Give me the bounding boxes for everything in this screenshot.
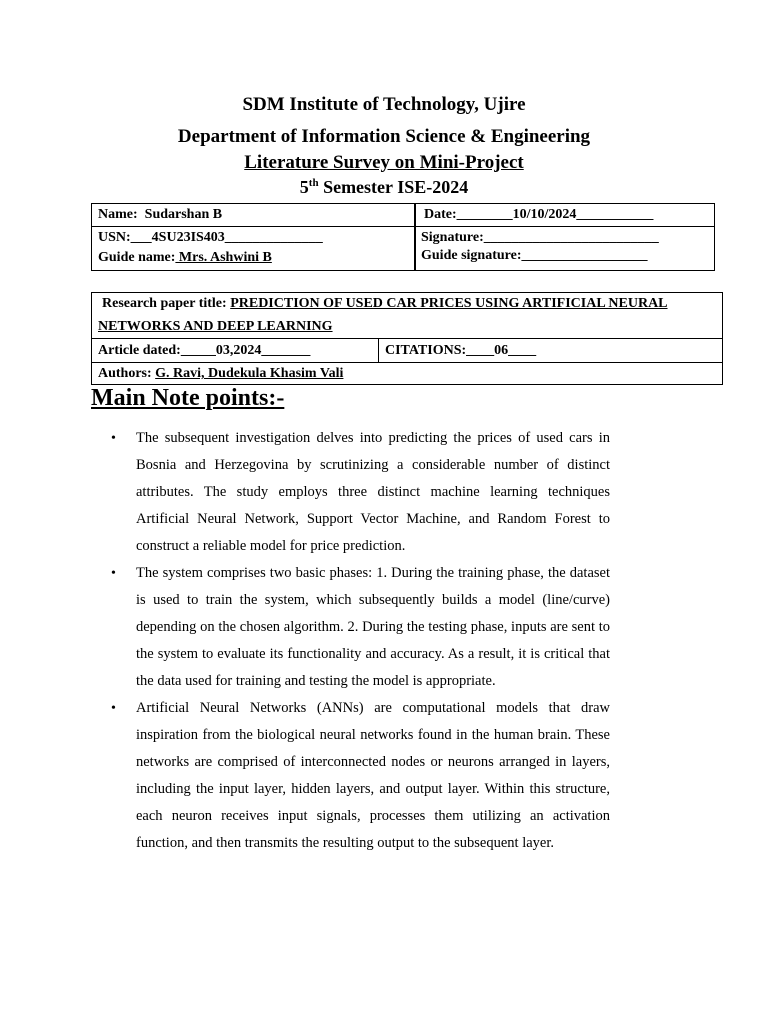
semester-text: Semester ISE-2024 (318, 177, 469, 197)
note-points-list (113, 425, 610, 857)
usn-label: USN: (98, 230, 131, 245)
paper-title-line2: NETWORKS AND DEEP LEARNING (98, 319, 333, 334)
note-point-text: Artificial Neural Networks (ANNs) are computational models that draw inspiration from the biological neural networks found in the human brain. These networks are comprised of interconnected nodes or neurons arranged in layers, including the input layer, hidden layers, and output layer. Within this structure, each neuron receives input signals, processes them utilizing an activation function, and then transmits the resulting output to the subsequent layer. (136, 700, 610, 851)
guide-signature-line: __________________ (521, 248, 648, 263)
article-date-value: _____03,2024_______ (180, 343, 311, 358)
citations-label: CITATIONS: (385, 343, 467, 358)
guide-signature-label: Guide signature: (421, 248, 522, 263)
citations-value: ____06____ (466, 343, 537, 358)
bullet-icon: • (111, 701, 116, 716)
citations-cell (378, 338, 723, 363)
authors-value: G. Ravi, Dudekula Khasim Vali (155, 366, 344, 381)
guide-label: Guide name: (98, 250, 176, 265)
note-point (113, 695, 610, 857)
survey-title: Literature Survey on Mini-Project (244, 152, 524, 173)
signature-line: _________________________ (483, 230, 659, 245)
article-date-cell (91, 338, 379, 363)
usn-guide-cell (91, 226, 415, 271)
date-label: Date: (424, 207, 457, 222)
name-label: Name: (98, 207, 138, 222)
note-point-text: The subsequent investigation delves into predicting the prices of used cars in Bosnia and Herzegovina by scrutinizing a considerable number of distinct attributes. The study employs three distinct machine learning techniques Artificial Neural Network, Support Vector Machine, and Random Forest to construct a reliable model for price prediction. (136, 430, 610, 554)
usn-value: ___4SU23IS403______________ (130, 230, 323, 245)
name-value: Sudarshan B (144, 207, 223, 222)
paper-title-label: Research paper title: (102, 296, 227, 311)
signature-label: Signature: (421, 230, 484, 245)
bullet-icon: • (111, 566, 116, 581)
authors-cell (91, 362, 723, 385)
note-point (113, 560, 610, 695)
semester-number: 5 (299, 177, 309, 197)
semester-suffix: th (308, 177, 319, 189)
date-cell (415, 203, 715, 227)
signature-cell (415, 226, 715, 271)
note-point (113, 425, 610, 560)
note-point-text: The system comprises two basic phases: 1. During the training phase, the dataset is used to train the system, which subsequently builds a model (line/curve) depending on the chosen algorithm. 2. During the testing phase, inputs are sent to the system to evaluate its functionality and accuracy. As a result, it is critical that the data used for training and testing the model is appropriate. (136, 565, 610, 689)
guide-value: Mrs. Ashwini B (175, 250, 272, 265)
semester-line (0, 177, 768, 198)
department-name: Department of Information Science & Engineering (177, 126, 591, 147)
bullet-icon: • (111, 431, 116, 446)
name-cell (91, 203, 415, 227)
paper-title-cell (91, 292, 723, 339)
authors-label: Authors: (98, 366, 152, 381)
paper-title-line1: PREDICTION OF USED CAR PRICES USING ARTIFICIAL NEURAL (230, 296, 668, 311)
institute-name: SDM Institute of Technology, Ujire (242, 94, 526, 115)
article-date-label: Article dated: (98, 343, 181, 358)
main-note-heading: Main Note points:- (91, 385, 285, 411)
date-value: ________10/10/2024___________ (456, 207, 654, 222)
